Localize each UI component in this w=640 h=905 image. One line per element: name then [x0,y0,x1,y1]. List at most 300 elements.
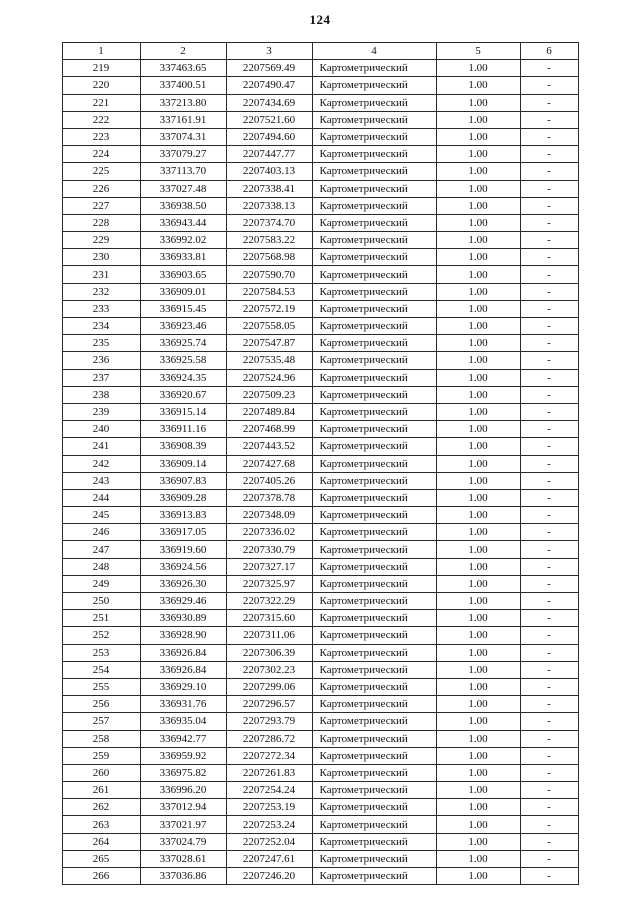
cell: 259 [62,747,140,764]
cell: - [520,335,578,352]
cell: 1.00 [436,747,520,764]
cell: Картометрический [312,833,436,850]
cell: - [520,558,578,575]
cell: 242 [62,455,140,472]
cell: 253 [62,644,140,661]
cell: - [520,524,578,541]
cell: 222 [62,111,140,128]
cell: Картометрический [312,180,436,197]
cell: 228 [62,214,140,231]
cell: 239 [62,403,140,420]
cell: - [520,421,578,438]
cell: 336926.84 [140,661,226,678]
table-row [62,335,578,352]
cell: 254 [62,661,140,678]
cell: - [520,799,578,816]
cell: 238 [62,386,140,403]
cell: 1.00 [436,850,520,867]
cell: Картометрический [312,283,436,300]
cell: 2207535.48 [226,352,312,369]
cell: - [520,593,578,610]
table-row [62,489,578,506]
cell: 1.00 [436,146,520,163]
coordinates-table [62,42,579,885]
cell: 336908.39 [140,438,226,455]
table-row [62,146,578,163]
cell: 337027.48 [140,180,226,197]
cell: Картометрический [312,764,436,781]
cell: - [520,713,578,730]
cell: Картометрический [312,678,436,695]
cell: 1.00 [436,507,520,524]
cell: 2207494.60 [226,128,312,145]
cell: Картометрический [312,146,436,163]
cell: 336925.74 [140,335,226,352]
cell: 337024.79 [140,833,226,850]
cell: Картометрический [312,455,436,472]
cell: 1.00 [436,644,520,661]
header-row [62,43,578,60]
table-row [62,610,578,627]
cell: 1.00 [436,575,520,592]
cell: 2207330.79 [226,541,312,558]
cell: 247 [62,541,140,558]
cell: 336903.65 [140,266,226,283]
cell: 264 [62,833,140,850]
cell: 1.00 [436,94,520,111]
cell: Картометрический [312,782,436,799]
cell: - [520,403,578,420]
cell: Картометрический [312,94,436,111]
cell: - [520,541,578,558]
table-row [62,352,578,369]
cell: 227 [62,197,140,214]
cell: 2207434.69 [226,94,312,111]
cell: Картометрический [312,352,436,369]
cell: Картометрический [312,575,436,592]
cell: 337213.80 [140,94,226,111]
cell: 336911.16 [140,421,226,438]
cell: 336917.05 [140,524,226,541]
cell: 1.00 [436,232,520,249]
cell: 1.00 [436,472,520,489]
cell: 336909.14 [140,455,226,472]
cell: 1.00 [436,438,520,455]
cell: 336924.56 [140,558,226,575]
cell: 2207443.52 [226,438,312,455]
cell: Картометрический [312,593,436,610]
column-header: 3 [226,43,312,60]
table-row [62,558,578,575]
table-row [62,266,578,283]
cell: Картометрический [312,266,436,283]
cell: Картометрический [312,77,436,94]
cell: - [520,300,578,317]
cell: Картометрический [312,507,436,524]
cell: Картометрический [312,111,436,128]
cell: 231 [62,266,140,283]
cell: Картометрический [312,489,436,506]
cell: 2207296.57 [226,696,312,713]
cell: 336923.46 [140,318,226,335]
cell: - [520,455,578,472]
table-row [62,94,578,111]
cell: - [520,610,578,627]
table-row [62,799,578,816]
table-row [62,696,578,713]
cell: 2207253.24 [226,816,312,833]
cell: 237 [62,369,140,386]
cell: 337463.65 [140,60,226,77]
cell: 1.00 [436,610,520,627]
cell: 225 [62,163,140,180]
cell: 1.00 [436,386,520,403]
table-row [62,403,578,420]
cell: - [520,696,578,713]
cell: 2207293.79 [226,713,312,730]
cell: 232 [62,283,140,300]
cell: 2207261.83 [226,764,312,781]
cell: Картометрический [312,524,436,541]
cell: 226 [62,180,140,197]
cell: Картометрический [312,318,436,335]
cell: 2207509.23 [226,386,312,403]
cell: 1.00 [436,318,520,335]
cell: Картометрический [312,627,436,644]
column-header: 1 [62,43,140,60]
cell: 2207252.04 [226,833,312,850]
cell: Картометрический [312,868,436,885]
table-row [62,524,578,541]
cell: 1.00 [436,163,520,180]
cell: - [520,489,578,506]
cell: 336913.83 [140,507,226,524]
cell: 2207547.87 [226,335,312,352]
cell: 2207254.24 [226,782,312,799]
cell: 336938.50 [140,197,226,214]
cell: - [520,197,578,214]
cell: 1.00 [436,764,520,781]
cell: - [520,575,578,592]
cell: 337400.51 [140,77,226,94]
cell: - [520,730,578,747]
table-row [62,816,578,833]
cell: Картометрический [312,438,436,455]
table-row [62,318,578,335]
cell: 337161.91 [140,111,226,128]
cell: - [520,507,578,524]
cell: 336909.28 [140,489,226,506]
cell: 1.00 [436,214,520,231]
cell: 1.00 [436,455,520,472]
cell: 1.00 [436,782,520,799]
cell: 1.00 [436,403,520,420]
cell: 336919.60 [140,541,226,558]
cell: Картометрический [312,386,436,403]
table-row [62,283,578,300]
cell: - [520,644,578,661]
cell: Картометрический [312,644,436,661]
table-row [62,507,578,524]
cell: 1.00 [436,593,520,610]
cell: 2207311.06 [226,627,312,644]
cell: Картометрический [312,60,436,77]
cell: 2207322.29 [226,593,312,610]
cell: - [520,438,578,455]
cell: 2207572.19 [226,300,312,317]
cell: 1.00 [436,713,520,730]
cell: 256 [62,696,140,713]
table-row [62,713,578,730]
cell: 2207338.41 [226,180,312,197]
cell: 220 [62,77,140,94]
cell: 2207247.61 [226,850,312,867]
cell: - [520,472,578,489]
cell: - [520,850,578,867]
cell: 1.00 [436,730,520,747]
cell: Картометрический [312,541,436,558]
cell: 1.00 [436,128,520,145]
cell: - [520,111,578,128]
table-body [62,60,578,885]
cell: - [520,146,578,163]
cell: - [520,678,578,695]
cell: 1.00 [436,661,520,678]
cell: 2207338.13 [226,197,312,214]
cell: 1.00 [436,627,520,644]
cell: 1.00 [436,696,520,713]
cell: Картометрический [312,696,436,713]
cell: 336930.89 [140,610,226,627]
cell: - [520,627,578,644]
cell: 2207253.19 [226,799,312,816]
table-row [62,163,578,180]
table-row [62,455,578,472]
cell: 336942.77 [140,730,226,747]
cell: Картометрический [312,300,436,317]
cell: 336975.82 [140,764,226,781]
table-row [62,782,578,799]
cell: - [520,816,578,833]
table-row [62,541,578,558]
cell: 219 [62,60,140,77]
cell: 336943.44 [140,214,226,231]
cell: 337079.27 [140,146,226,163]
cell: 2207302.23 [226,661,312,678]
cell: 337012.94 [140,799,226,816]
cell: 2207286.72 [226,730,312,747]
cell: 337074.31 [140,128,226,145]
cell: 1.00 [436,541,520,558]
cell: 1.00 [436,678,520,695]
cell: 2207315.60 [226,610,312,627]
cell: 2207327.17 [226,558,312,575]
cell: 260 [62,764,140,781]
cell: 336925.58 [140,352,226,369]
table-row [62,593,578,610]
cell: 336992.02 [140,232,226,249]
cell: Картометрический [312,214,436,231]
cell: Картометрический [312,799,436,816]
cell: - [520,833,578,850]
cell: 221 [62,94,140,111]
cell: Картометрический [312,197,436,214]
cell: Картометрический [312,730,436,747]
cell: 336907.83 [140,472,226,489]
table-row [62,747,578,764]
page-number: 124 [309,12,331,27]
table-row [62,180,578,197]
cell: 1.00 [436,816,520,833]
cell: 2207447.77 [226,146,312,163]
table-row [62,386,578,403]
cell: 1.00 [436,558,520,575]
cell: 266 [62,868,140,885]
table-row [62,627,578,644]
cell: 235 [62,335,140,352]
cell: 336915.14 [140,403,226,420]
cell: 261 [62,782,140,799]
table-row [62,472,578,489]
cell: 234 [62,318,140,335]
cell: 336926.84 [140,644,226,661]
cell: 1.00 [436,352,520,369]
cell: 2207584.53 [226,283,312,300]
cell: 1.00 [436,180,520,197]
cell: 1.00 [436,60,520,77]
cell: 1.00 [436,369,520,386]
cell: - [520,94,578,111]
cell: - [520,747,578,764]
cell: 337021.97 [140,816,226,833]
table-row [62,369,578,386]
table-row [62,764,578,781]
cell: Картометрический [312,128,436,145]
cell: 336996.20 [140,782,226,799]
cell: 1.00 [436,335,520,352]
cell: Картометрический [312,610,436,627]
cell: Картометрический [312,421,436,438]
cell: 2207583.22 [226,232,312,249]
cell: - [520,77,578,94]
cell: - [520,283,578,300]
cell: 241 [62,438,140,455]
table-row [62,421,578,438]
cell: 2207403.13 [226,163,312,180]
cell: 1.00 [436,77,520,94]
cell: - [520,782,578,799]
table-row [62,197,578,214]
cell: 336935.04 [140,713,226,730]
cell: Картометрический [312,232,436,249]
cell: 336928.90 [140,627,226,644]
table-row [62,128,578,145]
cell: Картометрический [312,249,436,266]
cell: 250 [62,593,140,610]
cell: 1.00 [436,833,520,850]
cell: 336915.45 [140,300,226,317]
cell: 1.00 [436,266,520,283]
cell: Картометрический [312,558,436,575]
cell: 336924.35 [140,369,226,386]
table-row [62,214,578,231]
cell: Картометрический [312,369,436,386]
cell: 336931.76 [140,696,226,713]
table-row [62,111,578,128]
cell: 336920.67 [140,386,226,403]
cell: 2207374.70 [226,214,312,231]
cell: 236 [62,352,140,369]
table-row [62,60,578,77]
cell: - [520,868,578,885]
cell: Картометрический [312,713,436,730]
cell: 1.00 [436,868,520,885]
cell: 249 [62,575,140,592]
cell: Картометрический [312,850,436,867]
cell: 224 [62,146,140,163]
cell: - [520,369,578,386]
cell: 258 [62,730,140,747]
cell: - [520,386,578,403]
cell: Картометрический [312,163,436,180]
cell: 336909.01 [140,283,226,300]
cell: 230 [62,249,140,266]
cell: 336926.30 [140,575,226,592]
cell: 336933.81 [140,249,226,266]
cell: 2207468.99 [226,421,312,438]
cell: - [520,60,578,77]
cell: 1.00 [436,249,520,266]
cell: 337113.70 [140,163,226,180]
table-row [62,249,578,266]
table-row [62,300,578,317]
cell: 240 [62,421,140,438]
cell: 2207489.84 [226,403,312,420]
cell: 248 [62,558,140,575]
cell: - [520,266,578,283]
table-row [62,644,578,661]
cell: 255 [62,678,140,695]
cell: 1.00 [436,421,520,438]
table-row [62,833,578,850]
cell: 244 [62,489,140,506]
cell: 1.00 [436,300,520,317]
cell: 336929.10 [140,678,226,695]
cell: - [520,163,578,180]
cell: 2207325.97 [226,575,312,592]
cell: 252 [62,627,140,644]
cell: 257 [62,713,140,730]
cell: 337028.61 [140,850,226,867]
cell: - [520,661,578,678]
cell: 2207427.68 [226,455,312,472]
cell: 1.00 [436,524,520,541]
cell: - [520,764,578,781]
cell: - [520,249,578,266]
table-row [62,850,578,867]
cell: 1.00 [436,489,520,506]
column-header: 2 [140,43,226,60]
cell: 245 [62,507,140,524]
cell: 229 [62,232,140,249]
cell: 336959.92 [140,747,226,764]
cell: 2207246.20 [226,868,312,885]
cell: - [520,352,578,369]
cell: 2207568.98 [226,249,312,266]
cell: Картометрический [312,472,436,489]
cell: Картометрический [312,816,436,833]
cell: Картометрический [312,335,436,352]
